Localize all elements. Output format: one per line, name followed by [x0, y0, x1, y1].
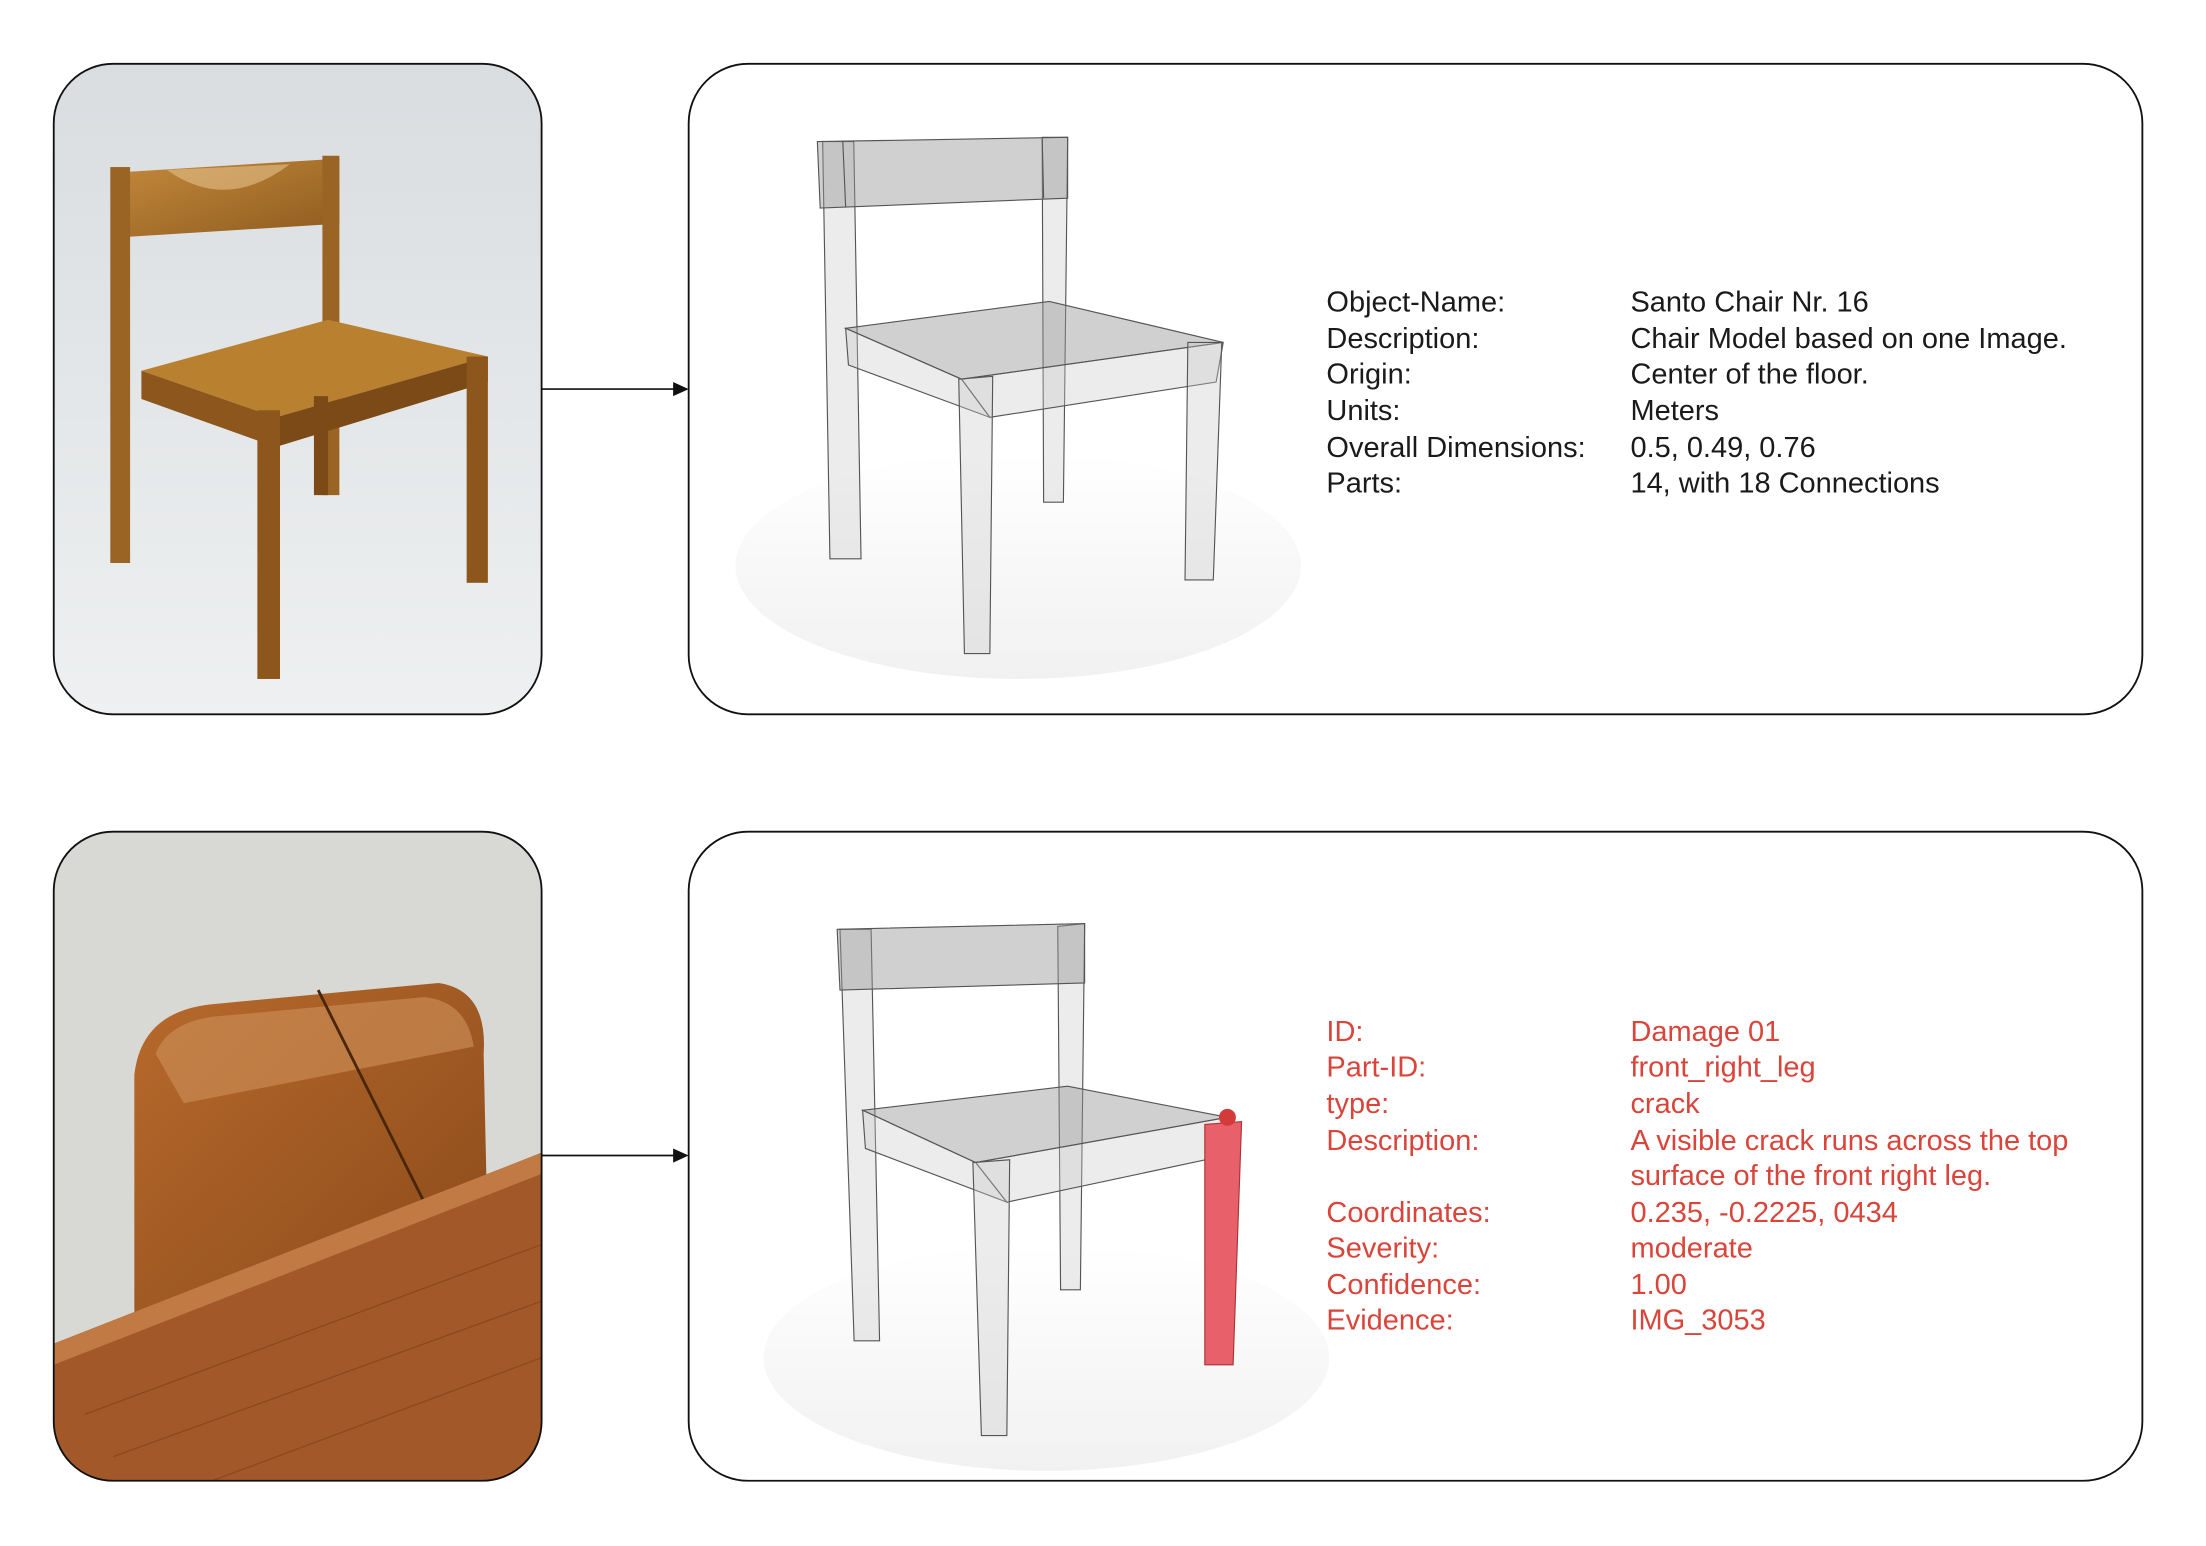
value: Chair Model based on one Image.: [1630, 323, 2067, 356]
arrow: [542, 1148, 689, 1162]
label: Evidence:: [1326, 1304, 1454, 1337]
label: Object-Name:: [1326, 286, 1506, 319]
label: Severity:: [1326, 1232, 1440, 1265]
label: Origin:: [1326, 358, 1412, 391]
damage-marker: [1219, 1109, 1236, 1126]
label: type:: [1326, 1088, 1390, 1121]
value: moderate: [1630, 1232, 1753, 1265]
label: Units:: [1326, 395, 1401, 428]
value: 0.235, -0.2225, 0434: [1630, 1196, 1898, 1229]
value: front_right_leg: [1630, 1051, 1816, 1084]
value: crack: [1630, 1088, 1700, 1121]
value: 14, with 18 Connections: [1630, 467, 1940, 500]
arrow: [542, 382, 689, 396]
value: IMG_3053: [1630, 1304, 1766, 1337]
chair-photo: [54, 64, 542, 714]
label: Parts:: [1326, 467, 1403, 500]
damage-closeup-photo: [54, 832, 542, 1481]
value: A visible crack runs across the top: [1630, 1124, 2069, 1157]
value: Santo Chair Nr. 16: [1630, 286, 1869, 319]
label: Overall Dimensions:: [1326, 431, 1586, 464]
value: Damage 01: [1630, 1015, 1781, 1048]
value: 1.00: [1630, 1269, 1687, 1302]
label: Description:: [1326, 1124, 1480, 1157]
label: Part-ID:: [1326, 1051, 1427, 1084]
value: surface of the front right leg.: [1630, 1160, 1992, 1193]
value: Meters: [1630, 395, 1720, 428]
value: Center of the floor.: [1630, 358, 1869, 391]
label: ID:: [1326, 1015, 1364, 1048]
label: Confidence:: [1326, 1269, 1482, 1302]
label: Description:: [1326, 323, 1480, 356]
label: Coordinates:: [1326, 1196, 1491, 1229]
value: 0.5, 0.49, 0.76: [1630, 431, 1816, 464]
